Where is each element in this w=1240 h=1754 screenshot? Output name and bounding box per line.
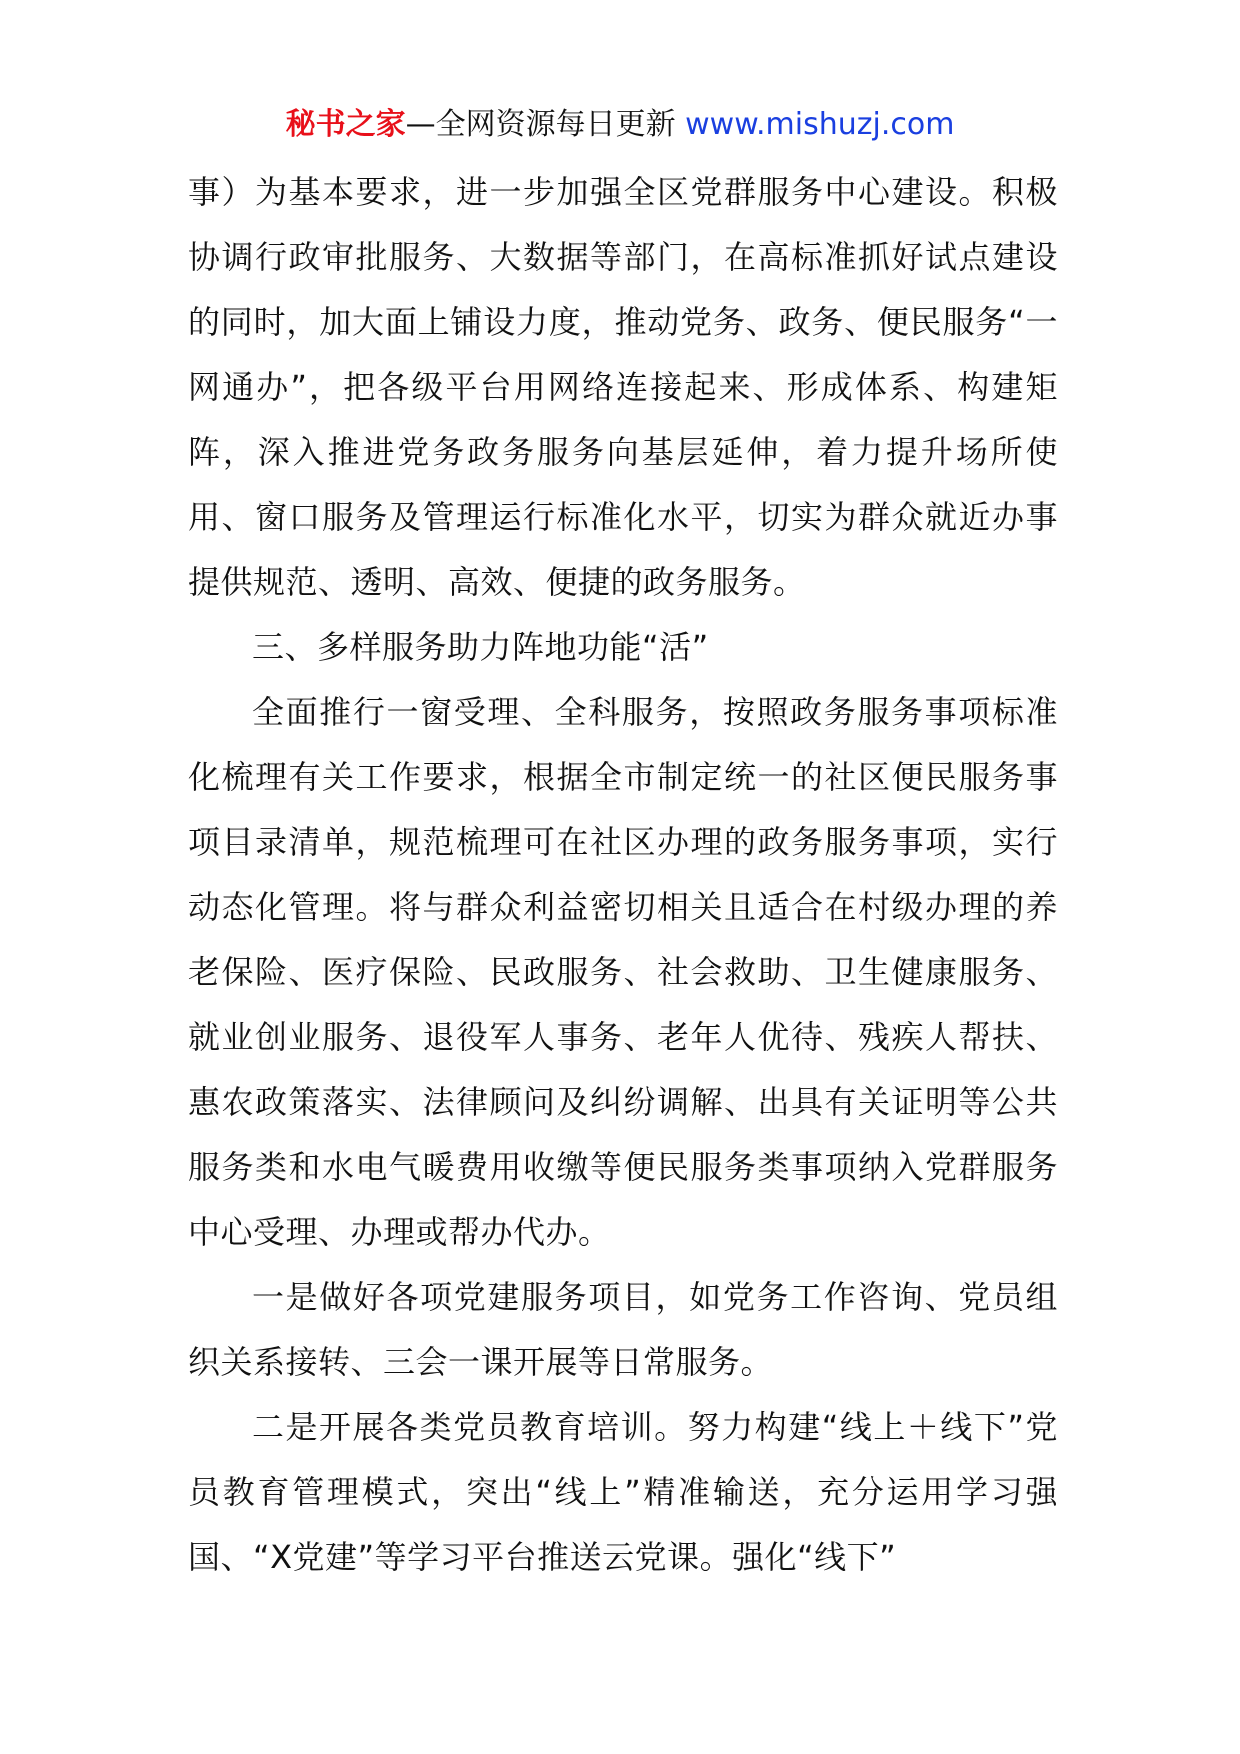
paragraph: 全面推行一窗受理、全科服务，按照政务服务事项标准化梳理有关工作要求，根据全市制定统一的社区便民服务事项目录清单，规范梳理可在社区办理的政务服务事项，实行动态化管理。将与群众利益密切相关且适合在村级办理的养老保险、医疗保险、民政服务、社会救助、卫生健康服务、就业创业服务、退役军人事务、老年人优待、残疾人帮扶、惠农政策落实、法律顾问及纠纷调解、出具有关证明等公共服务类和水电气暖费用收缴等便民服务类事项纳入党群服务中心受理、办理或帮办代办。 — [188, 693, 1058, 1251]
header-tagline: —全网资源每日更新 — [405, 107, 686, 142]
header-url-link[interactable]: www.mishuzj.com — [685, 107, 955, 142]
document-body — [188, 160, 1058, 1590]
header-brand: 秘书之家 — [285, 107, 406, 142]
paragraph: 一是做好各项党建服务项目，如党务工作咨询、党员组织关系接转、三会一课开展等日常服务。 — [188, 1278, 1058, 1381]
section-heading: 三、多样服务助力阵地功能“活” — [252, 628, 709, 666]
paragraph: 二是开展各类党员教育培训。努力构建“线上＋线下”党员教育管理模式，突出“线上”精准输送，充分运用学习强国、“X党建”等学习平台推送云党课。强化“线下” — [188, 1408, 1058, 1576]
page-header — [0, 100, 1240, 150]
paragraph: 事）为基本要求，进一步加强全区党群服务中心建设。积极协调行政审批服务、大数据等部门，在高标准抓好试点建设的同时，加大面上铺设力度，推动党务、政务、便民服务“一网通办”，把各级平台用网络连接起来、形成体系、构建矩阵，深入推进党务政务服务向基层延伸，着力提升场所使用、窗口服务及管理运行标准化水平，切实为群众就近办事提供规范、透明、高效、便捷的政务服务。 — [188, 173, 1058, 601]
